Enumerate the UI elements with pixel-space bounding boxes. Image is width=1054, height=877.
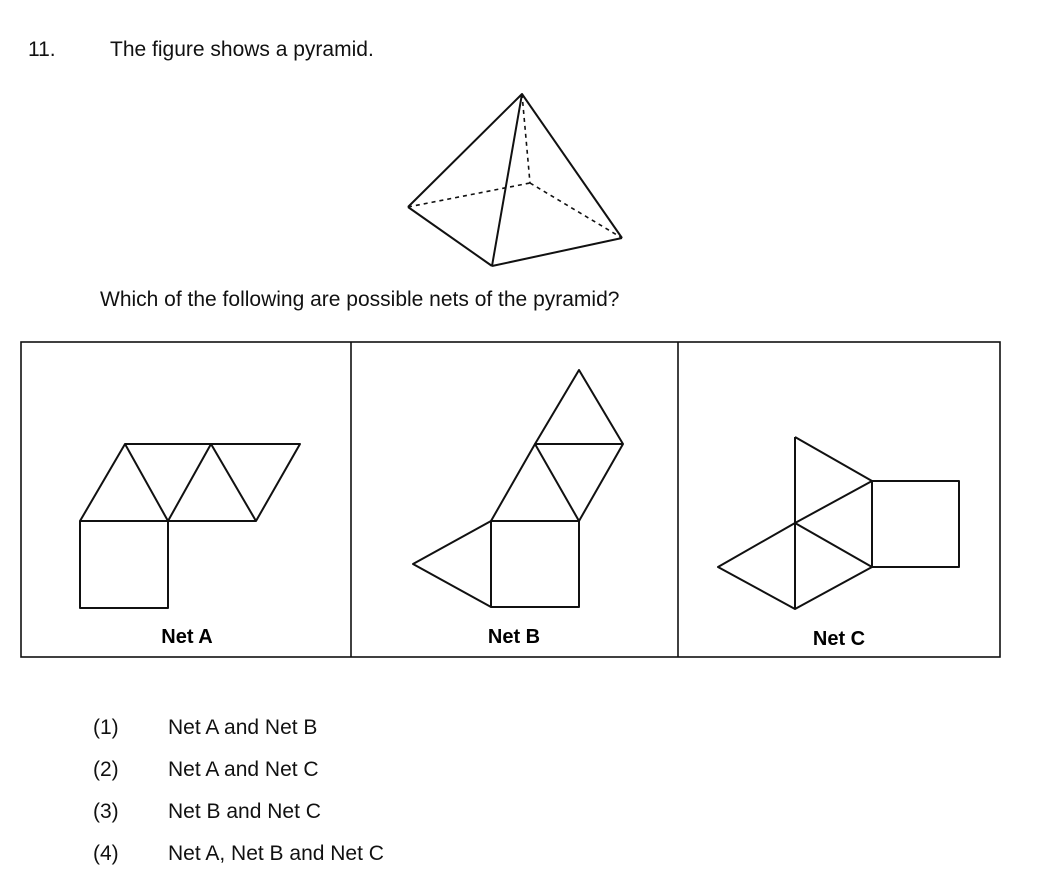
option-2-text: Net A and Net C [168, 758, 319, 781]
net-c-label: Net C [812, 628, 866, 650]
nets-frame [21, 342, 1000, 657]
option-4-number: (4) [93, 842, 119, 865]
pyramid-hidden-edge [522, 94, 530, 183]
question-text: The figure shows a pyramid. [110, 38, 374, 61]
pyramid-visible-edges [408, 94, 522, 266]
pyramid-base-front-left [408, 207, 492, 266]
option-4-text: Net A, Net B and Net C [168, 842, 384, 865]
option-2-number: (2) [93, 758, 119, 781]
pyramid-hidden-edge [408, 183, 530, 207]
option-3-number: (3) [93, 800, 119, 823]
pyramid-figure [400, 88, 640, 278]
option-1-text: Net A and Net B [168, 716, 318, 739]
net-b-shape [413, 370, 623, 607]
option-1-number: (1) [93, 716, 119, 739]
question-number: 11. [28, 38, 56, 61]
subquestion-text: Which of the following are possible nets of the pyramid? [100, 288, 620, 311]
pyramid-edge [522, 94, 622, 238]
pyramid-hidden-edge [530, 183, 622, 238]
option-3-text: Net B and Net C [168, 800, 321, 823]
net-b-label: Net B [487, 626, 541, 648]
nets-panel [20, 341, 1001, 658]
net-a-label: Net A [161, 626, 213, 648]
net-a-shape [80, 444, 300, 608]
net-c-shape [718, 437, 959, 609]
pyramid-base-front-right [492, 238, 622, 266]
